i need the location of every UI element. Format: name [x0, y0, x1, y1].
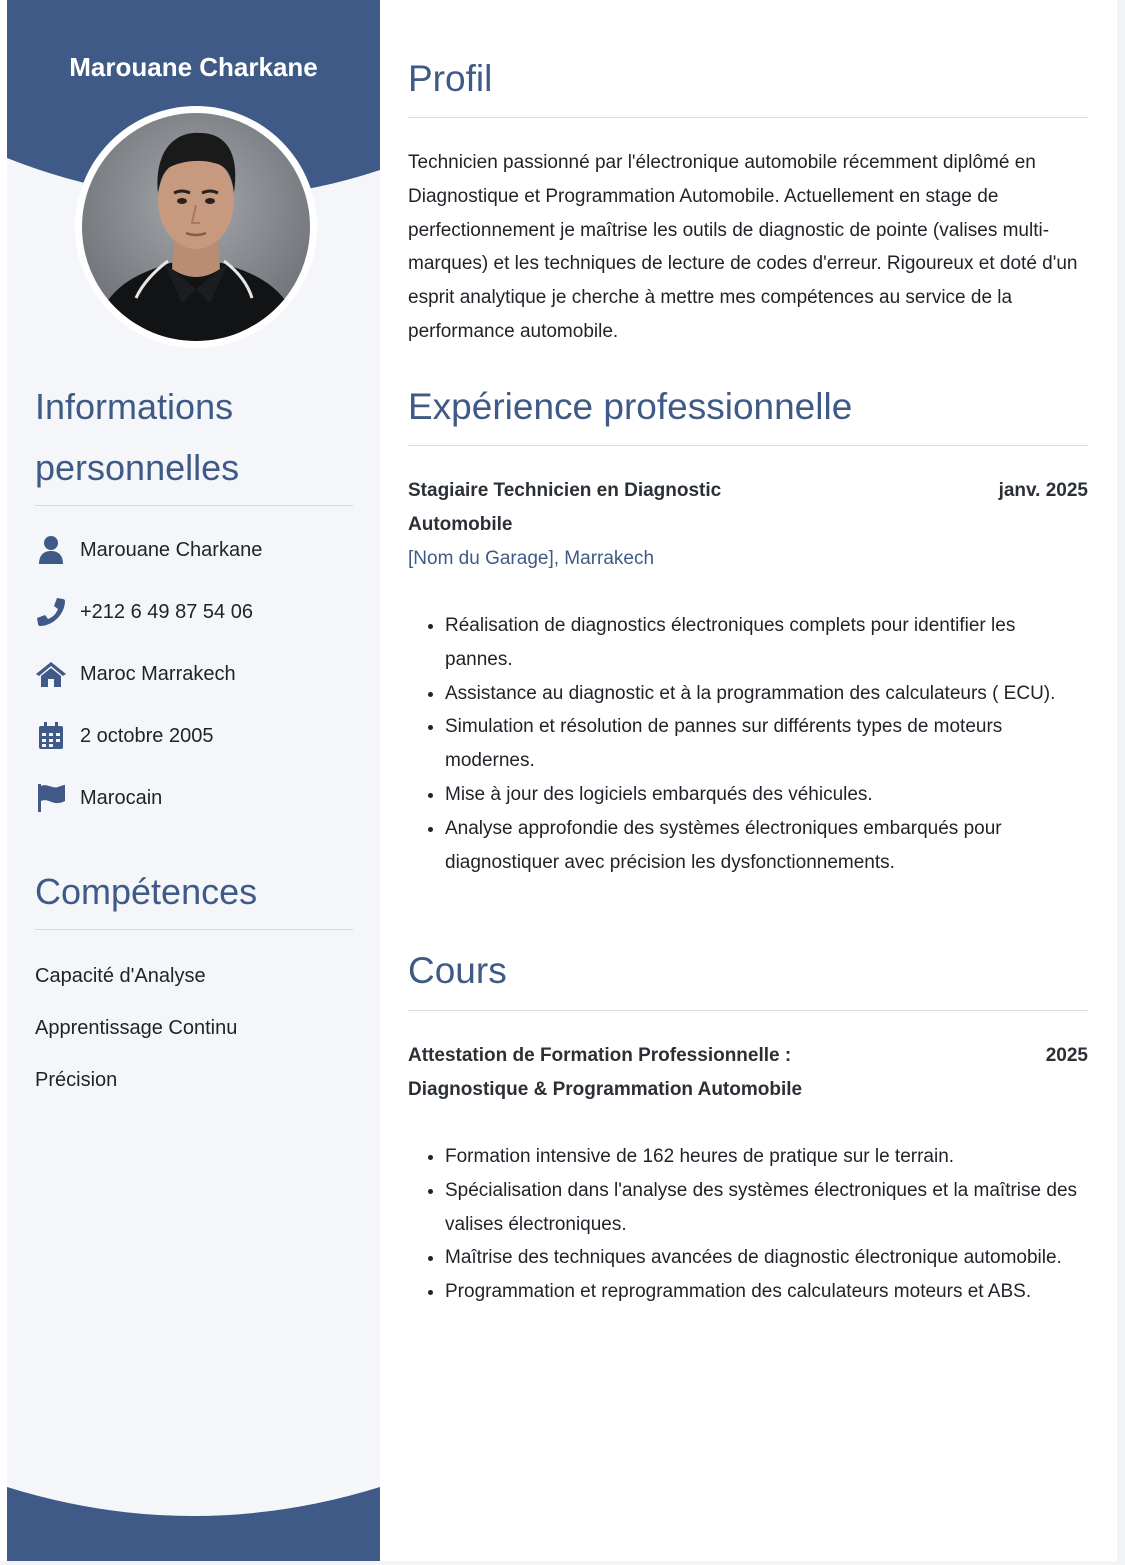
- list-item: • Spécialisation dans l'analyse des systèmes électroniques et la maîtrise des valises électroniques.: [445, 1174, 1088, 1242]
- experience-bullets: [408, 609, 1088, 879]
- info-item-birthdate-text: 2 octobre 2005: [80, 724, 214, 747]
- profile-divider: [408, 117, 1088, 118]
- info-divider: [35, 505, 353, 506]
- experience-section-title: Expérience professionnelle: [408, 386, 853, 427]
- list-item: • Programmation et reprogrammation des calculateurs moteurs et ABS.: [445, 1275, 1088, 1309]
- info-item-location-text: Maroc Marrakech: [80, 662, 236, 685]
- info-item-location: [35, 654, 355, 694]
- info-item-birthdate: [35, 716, 355, 756]
- info-item-phone-text: +212 6 49 87 54 06: [80, 600, 253, 623]
- job-place: [Nom du Garage], Marrakech: [408, 548, 655, 569]
- info-item-nationality: [35, 778, 355, 818]
- profile-photo: [82, 113, 310, 341]
- sidebar-footer-band: [7, 1481, 380, 1561]
- info-item-name-text: Marouane Charkane: [80, 538, 263, 561]
- skills-section-title: Compétences: [35, 871, 258, 912]
- info-item-nationality-text: Marocain: [80, 786, 163, 809]
- course-bullets: [408, 1140, 1088, 1309]
- list-item: • Maîtrise des techniques avancées de diagnostic électronique automobile.: [445, 1241, 1088, 1275]
- home-icon: [35, 658, 67, 690]
- list-item: • Réalisation de diagnostics électroniques complets pour identifier les pannes.: [445, 609, 1088, 677]
- experience-divider: [408, 445, 1088, 446]
- info-item-name: [35, 530, 355, 570]
- list-item: • Assistance au diagnostic et à la programmation des calculateurs ( ECU).: [445, 677, 1088, 711]
- list-item: • Mise à jour des logiciels embarqués des véhicules.: [445, 778, 1088, 812]
- course-date: 2025: [1045, 1045, 1088, 1066]
- sidebar-name: Marouane Charkane: [69, 52, 318, 82]
- skill-item: Précision: [35, 1069, 118, 1091]
- profile-summary: Technicien passionné par l'électronique automobile récemment diplômé en Diagnostique et Programmation Automobile. Actuellement en stage de perfectionnement je maîtrise les outils de diagnostic de pointe (valises multi-marques) et les techniques de lecture de codes d'erreur. Rigoureux et doté d'un esprit analytique je cherche à mettre mes compétences au service de la performance automobile.: [408, 152, 1078, 342]
- user-icon: [35, 534, 67, 566]
- info-section-title: Informations personnelles: [35, 386, 240, 488]
- job-date: janv. 2025: [998, 480, 1088, 501]
- skills-divider: [35, 929, 353, 930]
- profile-section-title: Profil: [408, 58, 493, 99]
- phone-icon: [35, 596, 67, 628]
- calendar-icon: [35, 720, 67, 752]
- skill-item: Apprentissage Continu: [35, 1017, 238, 1039]
- sidebar: [7, 0, 380, 1561]
- job-title: Stagiaire Technicien en Diagnostic Automobile: [408, 480, 722, 535]
- course-title: Attestation de Formation Professionnelle : Diagnostique & Programmation Automobile: [408, 1045, 803, 1100]
- skill-item: Capacité d'Analyse: [35, 965, 206, 987]
- courses-section-title: Cours: [408, 950, 507, 991]
- list-item: • Formation intensive de 162 heures de pratique sur le terrain.: [445, 1140, 1088, 1174]
- list-item: • Analyse approfondie des systèmes électroniques embarqués pour diagnostiquer avec précision les dysfonctionnements.: [445, 812, 1088, 880]
- flag-icon: [35, 782, 67, 814]
- list-item: • Simulation et résolution de pannes sur différents types de moteurs modernes.: [445, 710, 1088, 778]
- courses-divider: [408, 1010, 1088, 1011]
- info-item-phone: [35, 592, 355, 632]
